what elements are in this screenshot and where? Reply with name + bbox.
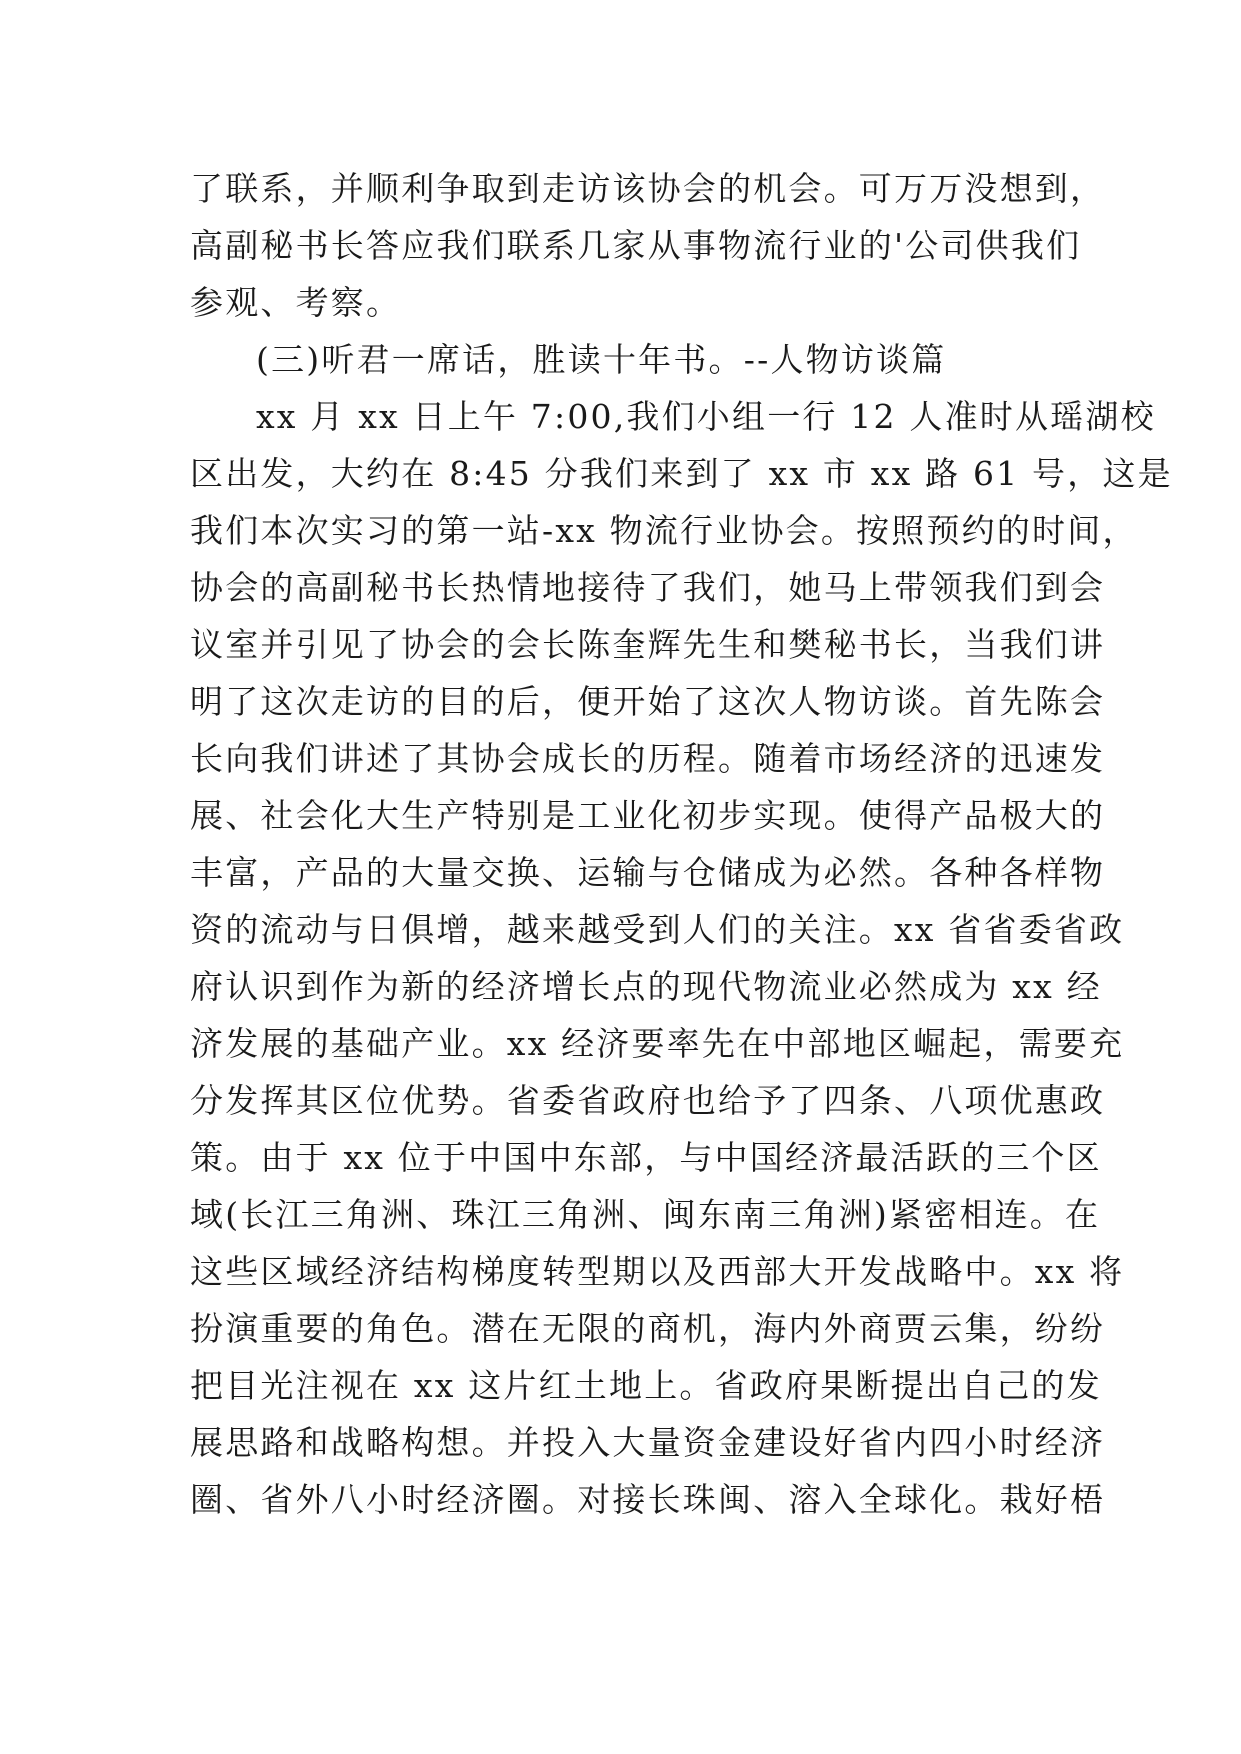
- text-line: 明了这次走访的目的后，便开始了这次人物访谈。首先陈会: [190, 682, 1106, 721]
- text-line: xx 月 xx 日上午 7:00,我们小组一行 12 人准时从瑶湖校: [256, 397, 1156, 436]
- section-heading: (三)听君一席话，胜读十年书。--人物访谈篇: [256, 340, 947, 379]
- text-line: 了联系，并顺利争取到走访该协会的机会。可万万没想到，: [190, 169, 1106, 208]
- text-line: 参观、考察。: [190, 283, 402, 322]
- text-line: 扮演重要的角色。潜在无限的商机，海内外商贾云集，纷纷: [190, 1309, 1106, 1348]
- document-body: [190, 160, 1173, 1528]
- text-line: 我们本次实习的第一站-xx 物流行业协会。按照预约的时间，: [190, 511, 1138, 550]
- text-line: 展思路和战略构想。并投入大量资金建设好省内四小时经济: [190, 1423, 1106, 1462]
- text-line: 分发挥其区位优势。省委省政府也给予了四条、八项优惠政: [190, 1081, 1106, 1120]
- text-line: 协会的高副秘书长热情地接待了我们，她马上带领我们到会: [190, 568, 1106, 607]
- text-line: 区出发，大约在 8:45 分我们来到了 xx 市 xx 路 61 号，这是: [190, 454, 1173, 493]
- text-line: 资的流动与日俱增，越来越受到人们的关注。xx 省省委省政: [190, 910, 1125, 949]
- text-line: 展、社会化大生产特别是工业化初步实现。使得产品极大的: [190, 796, 1106, 835]
- text-line: 把目光注视在 xx 这片红土地上。省政府果断提出自己的发: [190, 1366, 1102, 1405]
- text-line: 域(长江三角洲、珠江三角洲、闽东南三角洲)紧密相连。在: [190, 1195, 1101, 1234]
- text-line: 这些区域经济结构梯度转型期以及西部大开发战略中。xx 将: [190, 1252, 1125, 1291]
- text-line: 策。由于 xx 位于中国中东部，与中国经济最活跃的三个区: [190, 1138, 1102, 1177]
- text-line: 长向我们讲述了其协会成长的历程。随着市场经济的迅速发: [190, 739, 1106, 778]
- text-line: 府认识到作为新的经济增长点的现代物流业必然成为 xx 经: [190, 967, 1102, 1006]
- text-line: 议室并引见了协会的会长陈奎辉先生和樊秘书长，当我们讲: [190, 625, 1106, 664]
- text-line: 圈、省外八小时经济圈。对接长珠闽、溶入全球化。栽好梧: [190, 1480, 1106, 1519]
- text-line: 丰富，产品的大量交换、运输与仓储成为必然。各种各样物: [190, 853, 1106, 892]
- text-line: 高副秘书长答应我们联系几家从事物流行业的'公司供我们: [190, 226, 1082, 265]
- text-line: 济发展的基础产业。xx 经济要率先在中部地区崛起，需要充: [190, 1024, 1125, 1063]
